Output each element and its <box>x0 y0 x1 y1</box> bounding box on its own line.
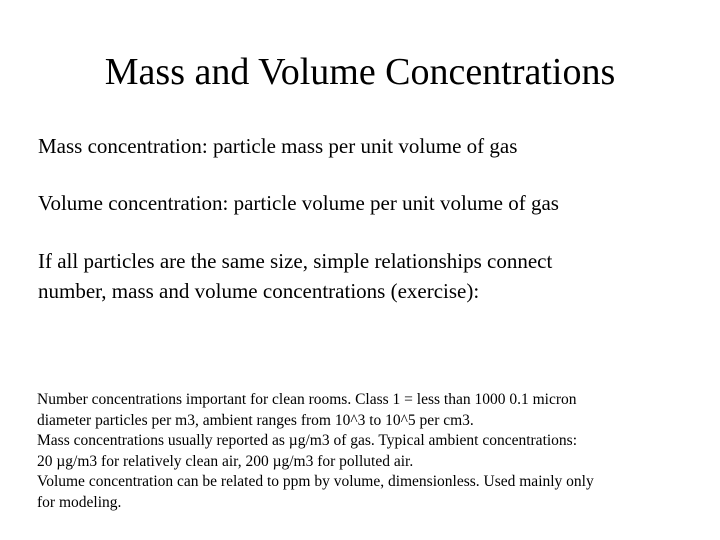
slide-title: Mass and Volume Concentrations <box>104 51 616 93</box>
notes-line: Number concentrations important for clean rooms. Class 1 = less than 1000 0.1 micron <box>37 391 577 408</box>
notes-line: 20 µg/m3 for relatively clean air, 200 µg/m3 for polluted air. <box>37 452 414 470</box>
same-size-line: If all particles are the same size, simple relationships connect <box>38 249 553 273</box>
notes-line: for modeling. <box>37 493 122 511</box>
same-size-line: number, mass and volume concentrations (exercise): <box>38 279 480 303</box>
notes-line: Mass concentrations usually reported as µg/m3 of gas. Typical ambient concentrations: <box>37 432 578 449</box>
same-size-paragraph <box>38 246 698 306</box>
notes-line: Volume concentration can be related to ppm by volume, dimensionless. Used mainly only <box>37 473 594 490</box>
notes-line: diameter particles per m3, ambient ranges from 10^3 to 10^5 per cm3. <box>37 411 474 429</box>
volume-concentration-definition: Volume concentration: particle volume per unit volume of gas <box>38 191 559 215</box>
mass-concentration-definition: Mass concentration: particle mass per unit volume of gas <box>38 134 518 158</box>
notes-block <box>37 390 707 513</box>
